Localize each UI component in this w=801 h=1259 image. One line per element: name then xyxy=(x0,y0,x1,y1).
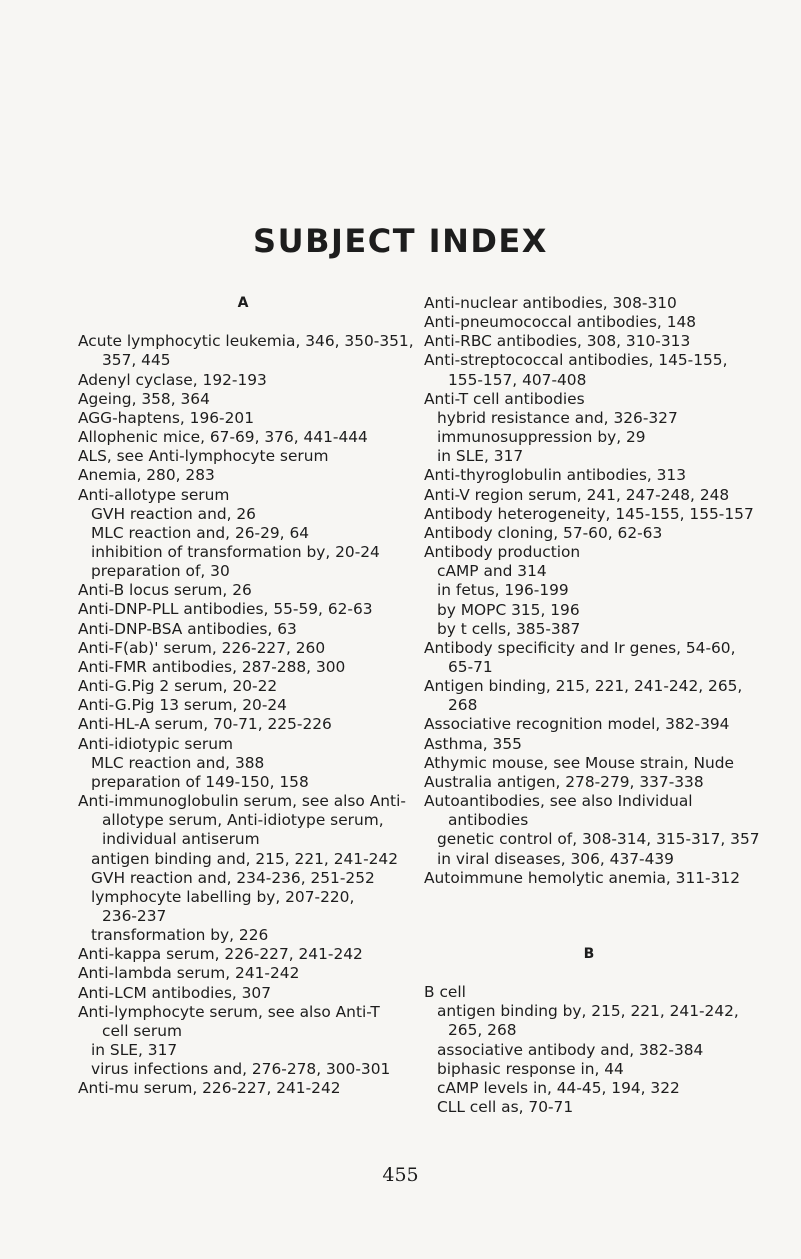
index-entry: Anti-B locus serum, 26 xyxy=(78,581,252,600)
index-entry: Antibody specificity and Ir genes, 54-60, xyxy=(424,638,736,657)
left-entry-list xyxy=(78,332,414,1098)
index-entry: MLC reaction and, 26-29, 64 xyxy=(91,523,310,542)
index-entry: Adenyl cyclase, 192-193 xyxy=(78,370,267,389)
index-entry: Autoantibodies, see also Individual xyxy=(424,792,693,811)
index-entry: 268 xyxy=(448,696,478,715)
index-entry: Anti-nuclear antibodies, 308-310 xyxy=(424,294,677,312)
index-entry: Anti-DNP-PLL antibodies, 55-59, 62-63 xyxy=(78,600,373,619)
index-entry: Anti-kappa serum, 226-227, 241-242 xyxy=(78,945,363,964)
section-letter-b: B xyxy=(583,945,595,962)
index-entry: in fetus, 196-199 xyxy=(437,581,569,600)
index-entry: transformation by, 226 xyxy=(91,926,269,945)
index-entry: by t cells, 385-387 xyxy=(437,619,581,638)
index-entry: in SLE, 317 xyxy=(437,447,524,466)
index-entry: immunosuppression by, 29 xyxy=(437,428,646,447)
left-column xyxy=(78,294,414,1099)
index-entry: preparation of, 30 xyxy=(91,562,230,581)
index-entry: by MOPC 315, 196 xyxy=(437,600,580,619)
index-entry: Asthma, 355 xyxy=(424,734,522,753)
index-entry: GVH reaction and, 234-236, 251-252 xyxy=(91,868,375,887)
page-title: SUBJECT INDEX xyxy=(253,222,548,260)
index-entry: cAMP levels in, 44-45, 194, 322 xyxy=(437,1078,680,1097)
index-entry: Anti-T cell antibodies xyxy=(424,389,585,408)
index-entry: Antibody production xyxy=(424,543,581,562)
index-entry: Allophenic mice, 67-69, 376, 441-444 xyxy=(78,428,368,447)
right-entry-list-b xyxy=(424,983,754,1117)
index-entry: inhibition of transformation by, 20-24 xyxy=(91,543,380,561)
section-letter-a: A xyxy=(237,295,249,311)
index-entry: Anemia, 280, 283 xyxy=(78,466,215,485)
index-entry: Anti-F(ab)' serum, 226-227, 260 xyxy=(78,638,326,657)
index-entry: Ageing, 358, 364 xyxy=(78,389,210,408)
index-entry: virus infections and, 276-278, 300-301 xyxy=(91,1060,391,1079)
index-entry: GVH reaction and, 26 xyxy=(91,504,256,523)
index-entry: Antibody heterogeneity, 145-155, 155-157 xyxy=(424,504,754,523)
index-entry: Anti-RBC antibodies, 308, 310-313 xyxy=(424,332,691,351)
index-entry: 236-237 xyxy=(102,906,167,925)
spacer xyxy=(78,313,408,332)
index-entry: Anti-immunoglobulin serum, see also Anti- xyxy=(78,792,406,811)
spacer xyxy=(424,888,754,945)
index-entry: allotype serum, Anti-idiotype serum, xyxy=(102,811,384,830)
index-entry: CLL cell as, 70-71 xyxy=(437,1098,574,1117)
index-entry: Anti-V region serum, 241, 247-248, 248 xyxy=(424,485,730,504)
index-entry: antigen binding by, 215, 221, 241-242, xyxy=(437,1002,739,1021)
index-entry: in viral diseases, 306, 437-439 xyxy=(437,849,674,868)
index-entry: associative antibody and, 382-384 xyxy=(437,1040,704,1059)
index-entry: Anti-lambda serum, 241-242 xyxy=(78,964,300,983)
index-entry: cAMP and 314 xyxy=(437,562,547,581)
index-entry: hybrid resistance and, 326-327 xyxy=(437,408,678,427)
index-entry: Anti-G.Pig 13 serum, 20-24 xyxy=(78,696,287,715)
index-entry: antibodies xyxy=(448,811,529,830)
index-entry: Acute lymphocytic leukemia, 346, 350-351, xyxy=(78,332,414,351)
index-entry: ALS, see Anti-lymphocyte serum xyxy=(78,447,329,466)
index-entry: Australia antigen, 278-279, 337-338 xyxy=(424,772,704,791)
index-entry: 265, 268 xyxy=(448,1021,517,1040)
index-entry: Associative recognition model, 382-394 xyxy=(424,715,730,734)
index-entry: 357, 445 xyxy=(102,351,171,370)
index-entry: antigen binding and, 215, 221, 241-242 xyxy=(91,849,399,868)
index-entry: Anti-lymphocyte serum, see also Anti-T xyxy=(78,1002,380,1021)
index-entry: Anti-mu serum, 226-227, 241-242 xyxy=(78,1079,341,1098)
index-entry: Anti-DNP-BSA antibodies, 63 xyxy=(78,619,297,638)
right-column xyxy=(424,294,760,1117)
index-entry: Anti-streptococcal antibodies, 145-155, xyxy=(424,351,728,370)
index-entry: Anti-G.Pig 2 serum, 20-22 xyxy=(78,677,278,696)
index-entry: Anti-FMR antibodies, 287-288, 300 xyxy=(78,657,346,676)
index-entry: biphasic response in, 44 xyxy=(437,1059,624,1078)
index-entry: 65-71 xyxy=(448,657,493,676)
index-entry: Antigen binding, 215, 221, 241-242, 265, xyxy=(424,677,743,696)
index-entry: preparation of 149-150, 158 xyxy=(91,772,309,791)
index-entry: lymphocyte labelling by, 207-220, xyxy=(91,887,355,906)
index-entry: Athymic mouse, see Mouse strain, Nude xyxy=(424,753,735,772)
index-entry: 155-157, 407-408 xyxy=(448,370,587,389)
index-entry: Anti-HL-A serum, 70-71, 225-226 xyxy=(78,715,332,734)
index-entry: Anti-LCM antibodies, 307 xyxy=(78,983,272,1002)
index-entry: MLC reaction and, 388 xyxy=(91,753,265,772)
index-entry: Anti-pneumococcal antibodies, 148 xyxy=(424,313,697,332)
index-entry: Anti-idiotypic serum xyxy=(78,734,233,753)
index-entry: AGG-haptens, 196-201 xyxy=(78,408,254,427)
index-entry: in SLE, 317 xyxy=(91,1041,178,1060)
index-entry: Antibody cloning, 57-60, 62-63 xyxy=(424,523,663,542)
index-entry: Autoimmune hemolytic anemia, 311-312 xyxy=(424,868,740,887)
right-entry-list-a xyxy=(424,294,760,888)
index-entry: cell serum xyxy=(102,1021,182,1040)
page-number: 455 xyxy=(382,1164,419,1186)
index-entry: B cell xyxy=(424,983,466,1002)
spacer xyxy=(424,964,754,983)
index-entry: genetic control of, 308-314, 315-317, 357 xyxy=(437,830,760,849)
index-entry: Anti-allotype serum xyxy=(78,485,230,504)
index-entry: individual antiserum xyxy=(102,830,260,849)
index-entry: Anti-thyroglobulin antibodies, 313 xyxy=(424,466,687,485)
